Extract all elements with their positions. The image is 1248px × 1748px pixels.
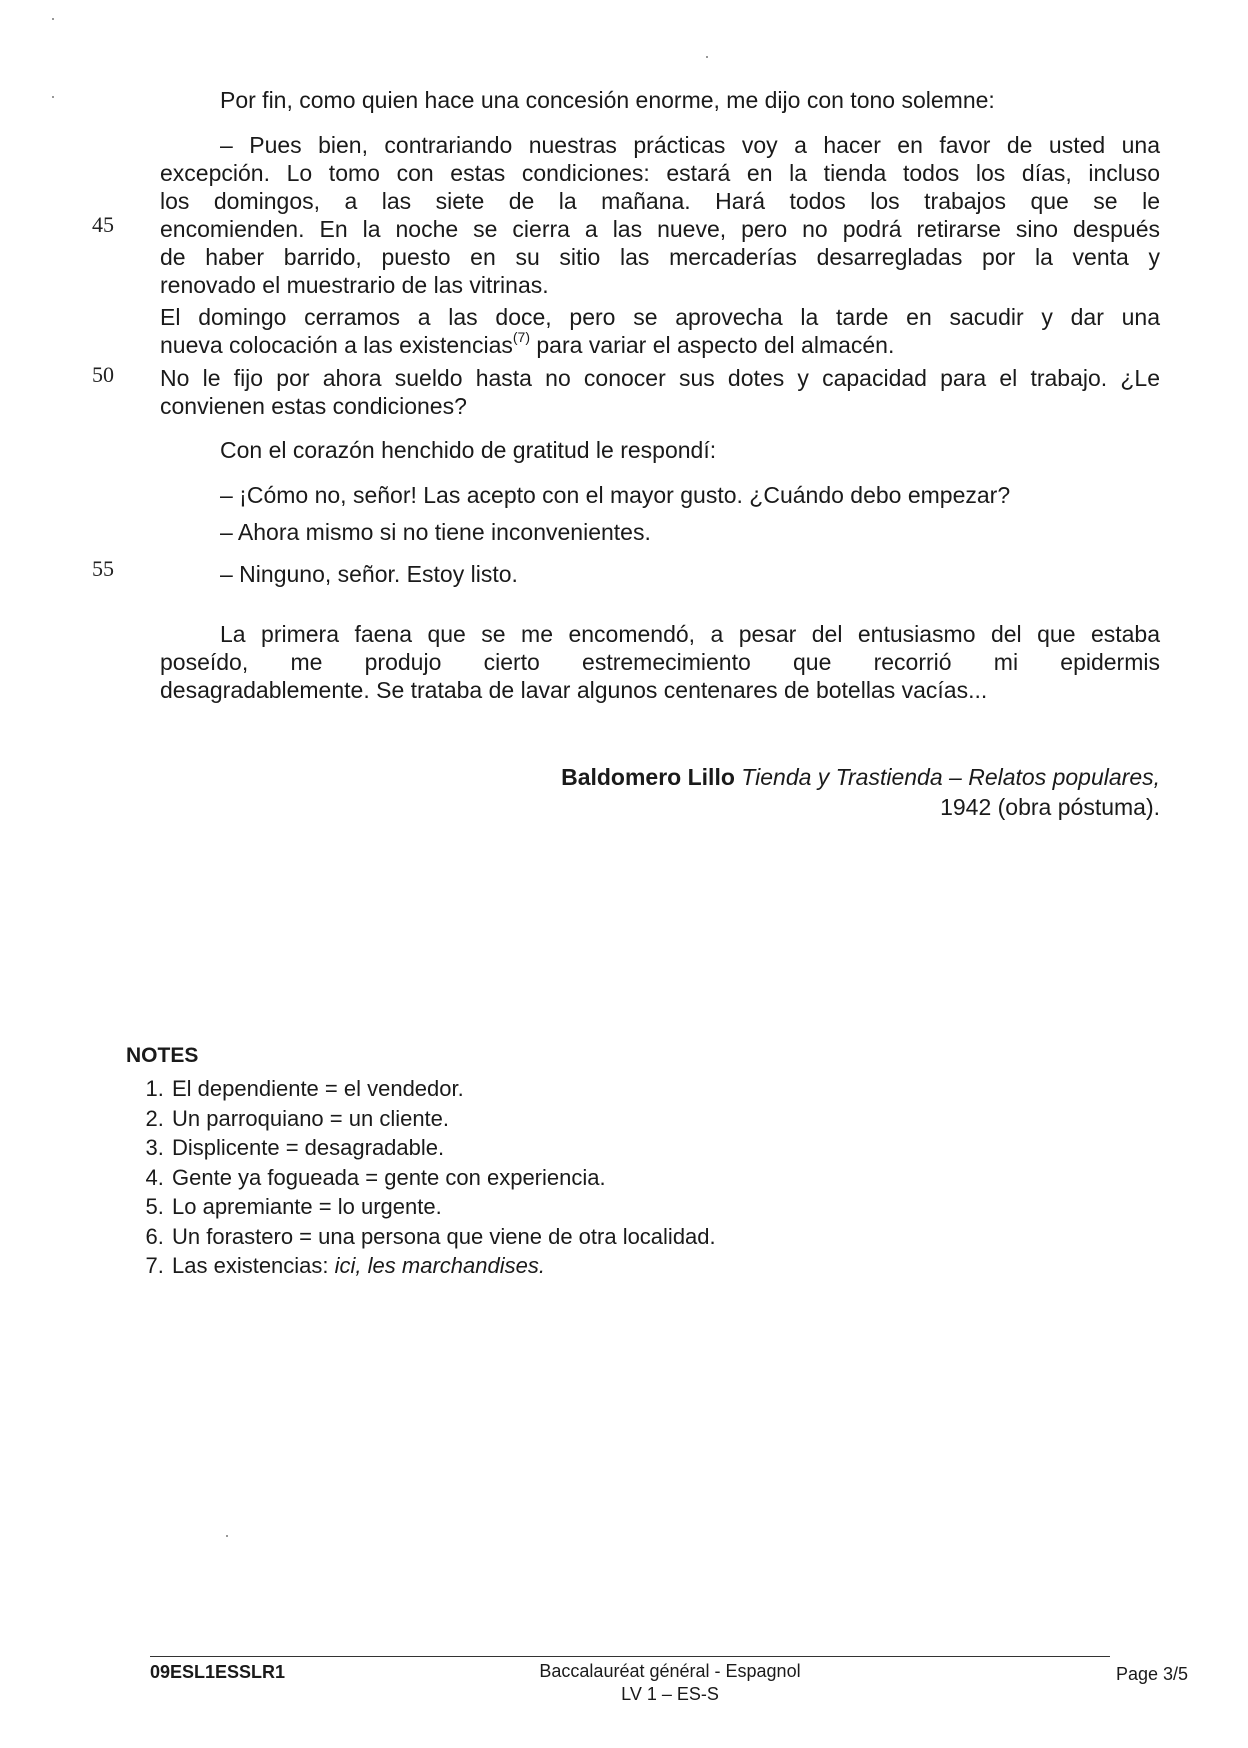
publication-date: 1942 (obra póstuma). xyxy=(940,794,1160,820)
attribution-line xyxy=(561,763,1160,791)
work-title: Tienda y Trastienda – Relatos populares, xyxy=(741,764,1160,790)
text-line xyxy=(160,331,894,359)
text-line: renovado el muestrario de las vitrinas. xyxy=(160,272,549,298)
text-line: La primera faena que se me encomendó, a pesar del entusiasmo del que estaba xyxy=(220,621,1160,647)
notes-list xyxy=(148,1074,716,1281)
text-line: No le fijo por ahora sueldo hasta no conocer sus dotes y capacidad para el trabajo. ¿Le xyxy=(160,365,1160,391)
text-line: – Pues bien, contrariando nuestras prácticas voy a hacer en favor de usted una xyxy=(220,132,1160,158)
text-fragment: nueva colocación a las existencias xyxy=(160,332,513,358)
scan-speck xyxy=(52,96,54,98)
text-line: encomienden. En la noche se cierra a las nueve, pero no podrá retirarse sino después xyxy=(160,216,1160,242)
note-item: 2. Un parroquiano = un cliente. xyxy=(170,1104,716,1134)
exam-title xyxy=(500,1660,840,1706)
text-line: de haber barrido, puesto en su sitio las mercaderías desarregladas por la venta y xyxy=(160,244,1160,270)
note-item: 5. Lo apremiante = lo urgente. xyxy=(170,1192,716,1222)
line-number-55: 55 xyxy=(92,556,114,581)
exam-title-line: Baccalauréat général - Espagnol xyxy=(539,1661,801,1681)
note-prefix: Las existencias: xyxy=(172,1253,335,1278)
note-translation: ici, les marchandises. xyxy=(334,1253,545,1278)
note-item: 3. Displicente = desagradable. xyxy=(170,1133,716,1163)
footnote-ref-7: (7) xyxy=(512,329,530,346)
dialogue-line: – ¡Cómo no, señor! Las acepto con el mayor gusto. ¿Cuándo debo empezar? xyxy=(220,482,1011,508)
text-fragment: para variar el aspecto del almacén. xyxy=(530,332,895,358)
footer-rule xyxy=(150,1656,1110,1657)
text-line: convienen estas condiciones? xyxy=(160,393,467,419)
text-line: excepción. Lo tomo con estas condiciones: estará en la tienda todos los días, incluso xyxy=(160,160,1160,186)
document-code: 09ESL1ESSLR1 xyxy=(150,1662,286,1682)
text-line: los domingos, a las siete de la mañana. Hará todos los trabajos que se le xyxy=(160,188,1160,214)
scan-speck xyxy=(706,56,708,58)
note-item: 6. Un forastero = una persona que viene de otra localidad. xyxy=(170,1222,716,1252)
page-number: Page 3/5 xyxy=(1115,1664,1188,1684)
paragraph-intro: Por fin, como quien hace una concesión enorme, me dijo con tono solemne: xyxy=(220,87,995,113)
scan-speck xyxy=(52,18,54,20)
text-line: Con el corazón henchido de gratitud le respondí: xyxy=(220,437,717,463)
text-line: El domingo cerramos a las doce, pero se aprovecha la tarde en sacudir y dar una xyxy=(160,304,1160,330)
note-item xyxy=(170,1251,716,1281)
dialogue-line: – Ninguno, señor. Estoy listo. xyxy=(220,561,518,587)
note-item: 1. El dependiente = el vendedor. xyxy=(170,1074,716,1104)
notes-title: NOTES xyxy=(126,1044,199,1067)
author-name: Baldomero Lillo xyxy=(561,764,735,790)
text-line: desagradablemente. Se trataba de lavar algunos centenares de botellas vacías... xyxy=(160,677,988,703)
scan-speck xyxy=(226,1535,228,1537)
exam-subtitle-line: LV 1 – ES-S xyxy=(621,1684,719,1704)
line-number-50: 50 xyxy=(92,362,114,387)
dialogue-line: – Ahora mismo si no tiene inconvenientes. xyxy=(220,519,651,545)
line-number-45: 45 xyxy=(92,212,114,237)
text-line: poseído, me produjo cierto estremecimiento que recorrió mi epidermis xyxy=(160,649,1160,675)
note-item: 4. Gente ya fogueada = gente con experiencia. xyxy=(170,1163,716,1193)
